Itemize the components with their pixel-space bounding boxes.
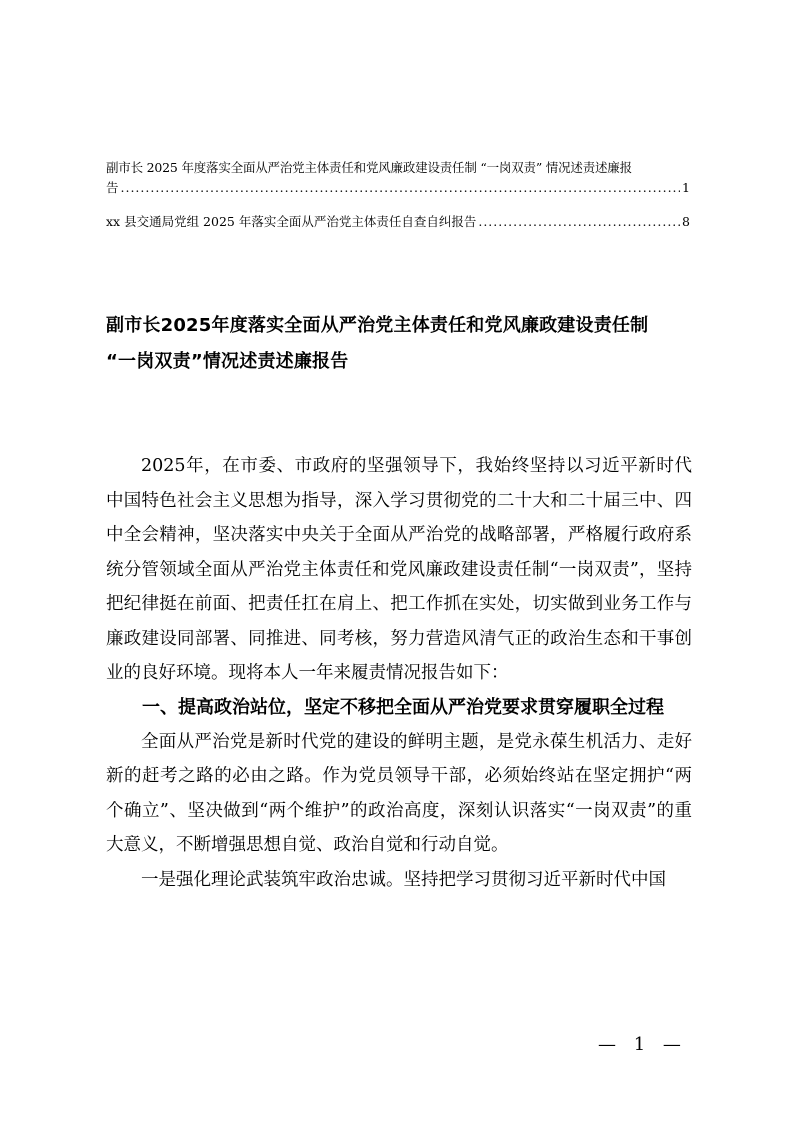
intro-paragraph: 2025年，在市委、市政府的坚强领导下，我始终坚持以习近平新时代中国特色社会主义思想为指导，深入学习贯彻党的二十大和二十届三中、四中全会精神，坚决落实中央关于全面从严治党的战略部署，严格履行政府系统分管领域全面从严治党主体责任和党风廉政建设责任制“一岗双责”，坚持把纪律挺在前面、把责任扛在肩上、把工作抓在实处，切实做到业务工作与廉政建设同部署、同推进、同考核，努力营造风清气正的政治生态和干事创业的良好环境。现将本人一年来履责情况报告如下：: [106, 456, 692, 683]
table-of-contents: [106, 158, 690, 246]
toc-dot-leader: [121, 178, 681, 198]
document-title-line-2: “一岗双责”情况述责述廉报告: [106, 351, 349, 372]
toc-entry-1-title[interactable]: 副市长 2025 年度落实全面从严治党主体责任和党风廉政建设责任制 “一岗双责” 情况述责述廉报: [106, 160, 632, 175]
section-1-heading: 一、提高政治站位，坚定不移把全面从严治党要求贯穿履职全过程: [142, 696, 664, 718]
toc-entry-2-page[interactable]: 8: [682, 214, 690, 229]
section-1-paragraph: 全面从严治党是新时代党的建设的鲜明主题，是党永葆生机活力、走好新的赶考之路的必由之路。作为党员领导干部，必须始终站在坚定拥护“两个确立”、坚决做到“两个维护”的政治高度，深刻认识落实“一岗双责”的重大意义，不断增强思想自觉、政治自觉和行动自觉。: [106, 731, 692, 855]
toc-entry-1-page[interactable]: 1: [682, 180, 690, 195]
toc-entry-2-title[interactable]: xx 县交通局党组 2025 年落实全面从严治党主体责任自查自纠报告: [106, 214, 477, 229]
toc-entry-2[interactable]: [106, 212, 690, 232]
sub-point-paragraph: 一是强化理论武装筑牢政治忠诚。坚持把学习贯彻习近平新时代中国: [141, 869, 666, 890]
toc-entry-1[interactable]: [106, 158, 690, 198]
document-title-line-1: 副市长2025年度落实全面从严治党主体责任和党风廉政建设责任制: [106, 315, 649, 336]
document-body: [106, 449, 692, 897]
page-number: — 1 —: [598, 1034, 687, 1055]
toc-entry-1-title-continued[interactable]: 告: [106, 180, 119, 195]
document-title: [106, 308, 706, 380]
toc-dot-leader: [478, 212, 680, 232]
